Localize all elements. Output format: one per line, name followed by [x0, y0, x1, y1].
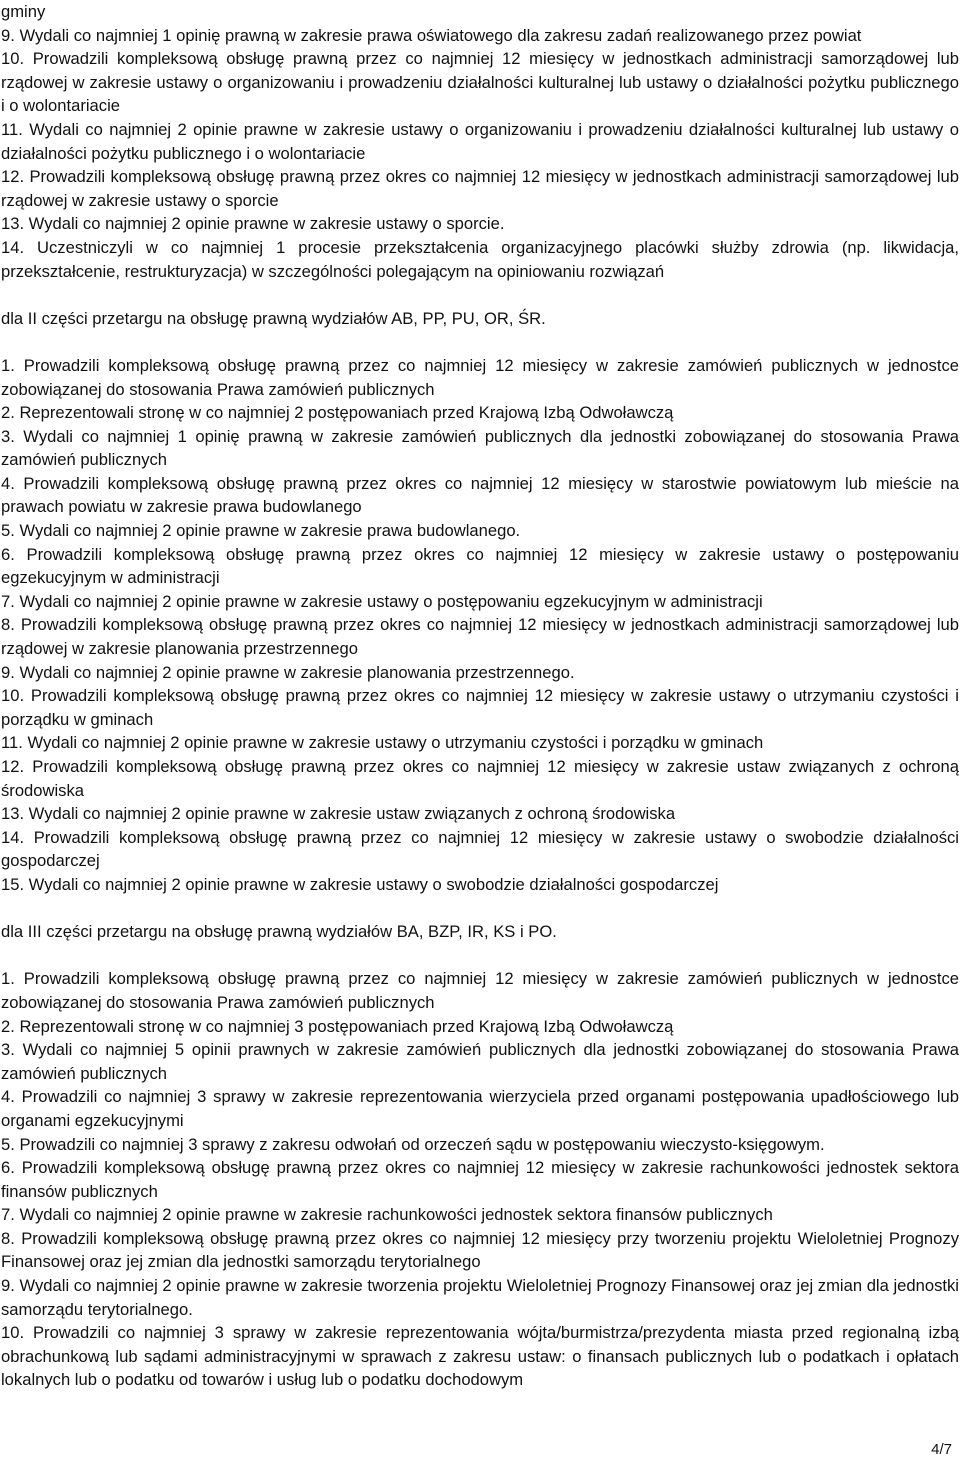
section-3-list [1, 967, 959, 1392]
list-item: 3. Wydali co najmniej 1 opinię prawną w zakresie zamówień publicznych dla jednostki zobowiązanej do stosowania Prawa zamówień publicznych [1, 426, 959, 470]
list-item: 12. Prowadzili kompleksową obsługę prawną przez okres co najmniej 12 miesięcy w jednostkach administracji samorządowej lub rządowej w zakresie ustawy o sporcie [1, 167, 959, 210]
list-item: 7. Wydali co najmniej 2 opinie prawne w zakresie rachunkowości jednostek sektora finansów publicznych [1, 1205, 773, 1225]
list-item: 6. Prowadzili kompleksową obsługę prawną przez okres co najmniej 12 miesięcy w zakresie ustawy o postępowaniu egzekucyjnym w administracji [1, 544, 959, 588]
list-item: 4. Prowadzili kompleksową obsługę prawną przez okres co najmniej 12 miesięcy w starostwie powiatowym lub mieście na prawach powiatu w zakresie prawa budowlanego [1, 473, 959, 517]
list-item: 9. Wydali co najmniej 1 opinię prawną w zakresie prawa oświatowego dla zakresu zadań realizowanego przez powiat [1, 25, 862, 45]
spacer [1, 283, 959, 307]
list-item: 11. Wydali co najmniej 2 opinie prawne w zakresie ustawy o utrzymaniu czystości i porządku w gminach [1, 733, 764, 753]
spacer [1, 944, 959, 968]
list-item: gminy [1, 2, 46, 21]
list-item: 15. Wydali co najmniej 2 opinie prawne w zakresie ustawy o swobodzie działalności gospodarczej [1, 874, 719, 894]
list-item: 14. Uczestniczyli w co najmniej 1 procesie przekształcenia organizacyjnego placówki służby zdrowia (np. likwidacja, przekształcenie, restrukturyzacja) w szczególności polegającym na opiniowaniu rozwiązań [1, 237, 959, 281]
top-list [1, 0, 959, 283]
section-heading-part-2: dla II części przetargu na obsługę prawną wydziałów AB, PP, PU, OR, ŚR. [1, 308, 546, 328]
spacer [1, 897, 959, 921]
list-item: 2. Reprezentowali stronę w co najmniej 2 postępowaniach przed Krajową Izbą Odwoławczą [1, 403, 674, 423]
list-item: 1. Prowadzili kompleksową obsługę prawną przez co najmniej 12 miesięcy w zakresie zamówień publicznych w jednostce zobowiązanej do stosowania Prawa zamówień publicznych [1, 969, 959, 1012]
list-item: 10. Prowadzili kompleksową obsługę prawną przez okres co najmniej 12 miesięcy w zakresie ustawy o utrzymaniu czystości i porządku w gminach [1, 686, 959, 729]
list-item: 9. Wydali co najmniej 2 opinie prawne w zakresie planowania przestrzennego. [1, 662, 575, 682]
list-item: 8. Prowadzili kompleksową obsługę prawną przez okres co najmniej 12 miesięcy w jednostkach administracji samorządowej lub rządowej w zakresie planowania przestrzennego [1, 615, 959, 659]
page-number: 4/7 [931, 1441, 952, 1458]
list-item: 12. Prowadzili kompleksową obsługę prawną przez okres co najmniej 12 miesięcy w zakresie ustaw związanych z ochroną środowiska [1, 757, 959, 800]
list-item: 6. Prowadzili kompleksową obsługę prawną przez okres co najmniej 12 miesięcy w zakresie rachunkowości jednostek sektora finansów publicznych [1, 1158, 959, 1201]
list-item: 13. Wydali co najmniej 2 opinie prawne w zakresie ustawy o sporcie. [1, 214, 505, 234]
list-item: 7. Wydali co najmniej 2 opinie prawne w zakresie ustawy o postępowaniu egzekucyjnym w administracji [1, 591, 763, 611]
list-item: 8. Prowadzili kompleksową obsługę prawną przez okres co najmniej 12 miesięcy przy tworzeniu projektu Wieloletniej Prognozy Finansowej oraz jej zmian dla jednostki samorządu terytorialnego [1, 1228, 959, 1272]
list-item: 5. Wydali co najmniej 2 opinie prawne w zakresie prawa budowlanego. [1, 521, 521, 541]
list-item: 9. Wydali co najmniej 2 opinie prawne w zakresie tworzenia projektu Wieloletniej Prognozy Finansowej oraz jej zmian dla jednostki samorządu terytorialnego. [1, 1276, 959, 1319]
list-item: 1. Prowadzili kompleksową obsługę prawną przez co najmniej 12 miesięcy w zakresie zamówień publicznych w jednostce zobowiązanej do stosowania Prawa zamówień publicznych [1, 355, 959, 399]
list-item: 10. Prowadzili kompleksową obsługę prawną przez co najmniej 12 miesięcy w jednostkach administracji samorządowej lub rządowej w zakresie ustawy o organizowaniu i prowadzeniu działalności kulturalnej lub ustawy o działalności pożytku publicznego i o wolontariacie [1, 49, 959, 116]
list-item: 3. Wydali co najmniej 5 opinii prawnych w zakresie zamówień publicznych dla jednostki zobowiązanej do stosowania Prawa zamówień publicznych [1, 1040, 959, 1083]
list-item: 14. Prowadzili kompleksową obsługę prawną przez co najmniej 12 miesięcy w zakresie ustawy o swobodzie działalności gospodarczej [1, 827, 959, 871]
list-item: 5. Prowadzili co najmniej 3 sprawy z zakresu odwołań od orzeczeń sądu w postępowaniu wieczysto-księgowym. [1, 1134, 825, 1154]
list-item: 10. Prowadzili co najmniej 3 sprawy w zakresie reprezentowania wójta/burmistrza/prezydenta miasta przed regionalną izbą obrachunkową lub sądami administracyjnymi w sprawach z zakresu ustaw: o finansach publicznych lub o podatkach i opłatach lokalnych lub o podatku od towarów i usług lub o podatku dochodowym [1, 1323, 959, 1390]
list-item: 13. Wydali co najmniej 2 opinie prawne w zakresie ustaw związanych z ochroną środowiska [1, 804, 676, 824]
section-2-list [1, 354, 959, 897]
list-item: 2. Reprezentowali stronę w co najmniej 3 postępowaniach przed Krajową Izbą Odwoławczą [1, 1016, 674, 1036]
section-heading-part-3: dla III części przetargu na obsługę prawną wydziałów BA, BZP, IR, KS i PO. [1, 922, 557, 942]
list-item: 4. Prowadzili co najmniej 3 sprawy w zakresie reprezentowania wierzyciela przed organami postępowania upadłościowego lub organami egzekucyjnymi [1, 1087, 959, 1130]
list-item: 11. Wydali co najmniej 2 opinie prawne w zakresie ustawy o organizowaniu i prowadzeniu działalności kulturalnej lub ustawy o działalności pożytku publicznego i o wolontariacie [1, 119, 959, 163]
spacer [1, 330, 959, 354]
